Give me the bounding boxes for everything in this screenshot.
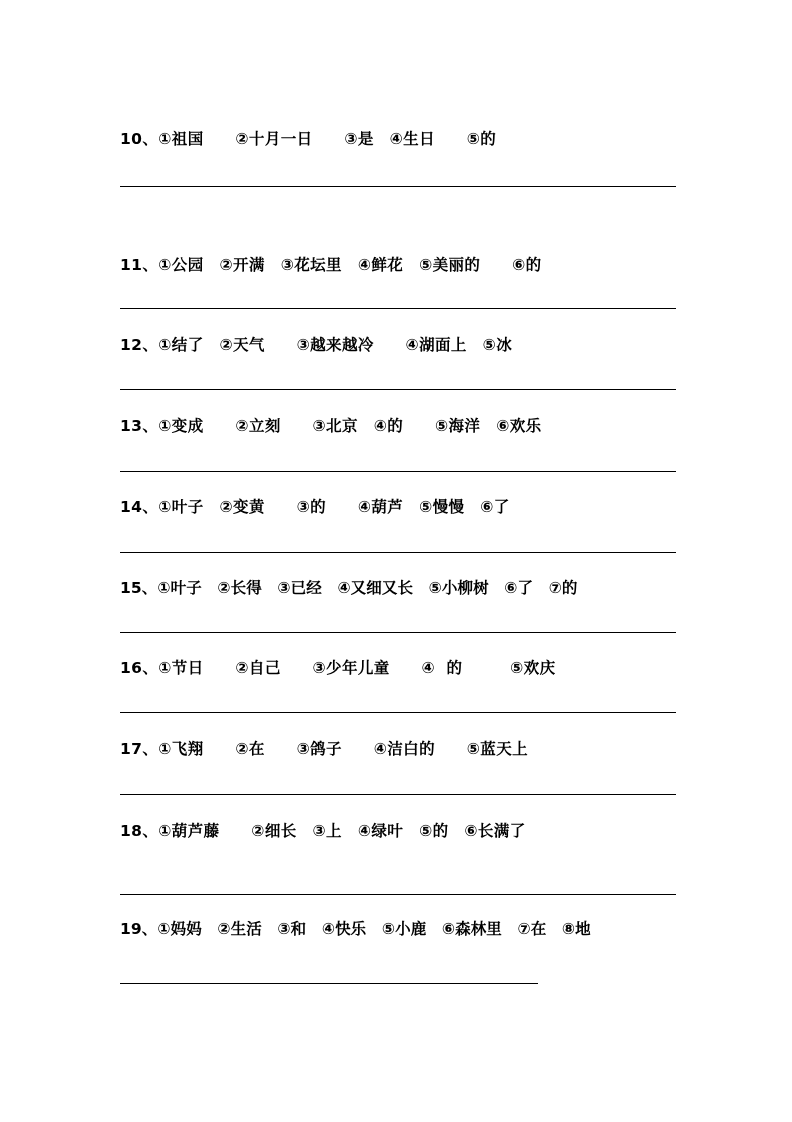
answer-line [120,389,676,390]
exercise-text: 11、①公园 ②开满 ③花坛里 ④鲜花 ⑤美丽的 ⑥的 [120,256,542,274]
list-item [120,130,676,149]
answer-line [120,471,676,472]
answer-line [120,552,676,553]
exercise-text: 14、①叶子 ②变黄 ③的 ④葫芦 ⑤慢慢 ⑥了 [120,498,510,516]
exercise-text: 18、①葫芦藤 ②细长 ③上 ④绿叶 ⑤的 ⑥长满了 [120,822,526,840]
list-item [120,579,676,598]
list-item [120,740,676,759]
exercise-text: 17、①飞翔 ②在 ③鸽子 ④洁白的 ⑤蓝天上 [120,740,528,758]
list-item [120,822,676,841]
answer-line [120,632,676,633]
answer-line [120,983,538,984]
list-item [120,659,676,678]
list-item [120,498,676,517]
answer-line [120,712,676,713]
list-item [120,417,676,436]
exercise-text: 13、①变成 ②立刻 ③北京 ④的 ⑤海洋 ⑥欢乐 [120,417,542,435]
exercise-text: 10、①祖国 ②十月一日 ③是 ④生日 ⑤的 [120,130,497,148]
exercise-text: 15、①叶子 ②长得 ③已经 ④又细又长 ⑤小柳树 ⑥了 ⑦的 [120,579,578,597]
exercise-text: 19、①妈妈 ②生活 ③和 ④快乐 ⑤小鹿 ⑥森林里 ⑦在 ⑧地 [120,920,591,938]
answer-line [120,794,676,795]
exercise-text: 16、①节日 ②自己 ③少年儿童 ④ 的 ⑤欢庆 [120,659,556,677]
list-item [120,920,676,939]
exercise-text: 12、①结了 ②天气 ③越来越冷 ④湖面上 ⑤冰 [120,336,513,354]
list-item [120,336,676,355]
answer-line [120,308,676,309]
list-item [120,256,676,275]
answer-line [120,186,676,187]
answer-line [120,894,676,895]
